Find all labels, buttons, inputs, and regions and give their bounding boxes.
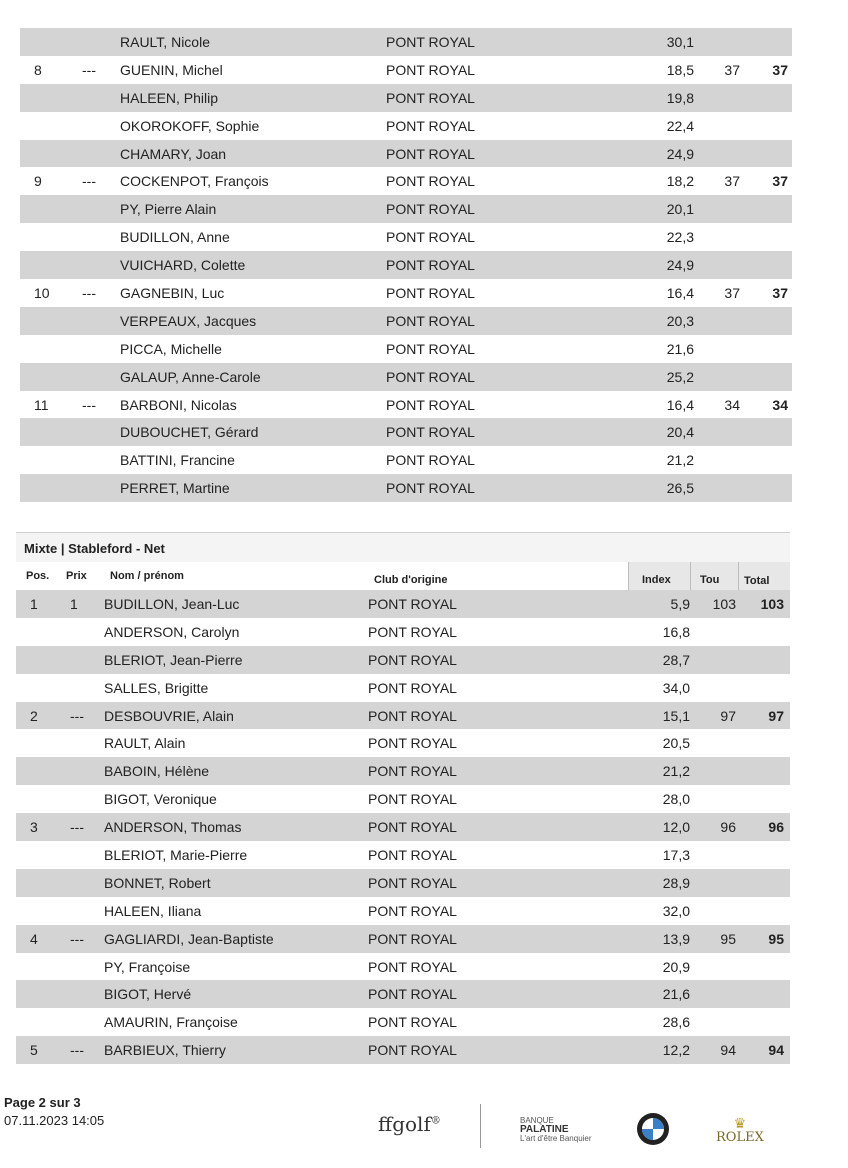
page-info: [4, 1094, 104, 1130]
table-row: [20, 167, 792, 195]
table-row: [16, 813, 790, 841]
cell-prix: ---: [82, 61, 96, 78]
cell-index: 24,9: [666, 145, 694, 162]
cell-name: GALAUP, Anne-Carole: [120, 368, 261, 385]
cell-name: GAGLIARDI, Jean-Baptiste: [104, 930, 274, 947]
cell-tou: 94: [720, 1042, 736, 1059]
cell-pos: 9: [34, 173, 42, 190]
header-tou: Tou: [700, 574, 720, 586]
cell-name: CHAMARY, Joan: [120, 145, 227, 162]
cell-club: PONT ROYAL: [386, 34, 475, 50]
cell-index: 19,8: [666, 89, 694, 106]
cell-index: 13,9: [662, 930, 690, 947]
cell-club: PONT ROYAL: [386, 173, 475, 190]
cell-pos: 10: [34, 285, 50, 302]
cell-total: 95: [768, 930, 784, 947]
cell-club: PONT ROYAL: [368, 958, 457, 975]
cell-index: 20,1: [666, 201, 694, 218]
cell-club: PONT ROYAL: [368, 707, 457, 724]
cell-tou: 95: [720, 930, 736, 947]
cell-index: 28,6: [662, 1014, 690, 1031]
ffgolf-registered-mark: ®: [430, 1115, 441, 1127]
cell-club: PONT ROYAL: [368, 986, 457, 1003]
table-row: [20, 446, 792, 474]
stableford-net-section: [16, 532, 790, 1064]
cell-index: 20,3: [666, 312, 694, 329]
cell-prix: ---: [70, 819, 84, 836]
cell-name: BATTINI, Francine: [120, 452, 235, 469]
cell-total: 37: [772, 285, 788, 302]
table-row: [16, 646, 790, 674]
cell-name: BARBIEUX, Thierry: [104, 1042, 226, 1059]
table-row: [16, 618, 790, 646]
cell-name: VERPEAUX, Jacques: [120, 312, 257, 329]
top-results-table: [20, 28, 792, 502]
cell-club: PONT ROYAL: [386, 229, 475, 246]
cell-index: 18,5: [666, 61, 694, 78]
cell-total: 103: [760, 596, 784, 612]
cell-index: 21,2: [662, 763, 690, 780]
stableford-results-table: [16, 590, 790, 1064]
bmw-roundel-icon: [636, 1112, 670, 1146]
cell-pos: 8: [34, 61, 42, 78]
rolex-text: ROLEX: [716, 1130, 764, 1145]
table-row: [16, 785, 790, 813]
cell-club: PONT ROYAL: [386, 257, 475, 274]
table-row: [16, 757, 790, 785]
cell-prix: 1: [70, 596, 78, 612]
table-row: [20, 418, 792, 446]
cell-name: AMAURIN, Françoise: [104, 1014, 238, 1031]
cell-total: 97: [768, 707, 784, 724]
header-pos: Pos.: [26, 570, 50, 582]
cell-club: PONT ROYAL: [386, 424, 475, 441]
cell-name: HALEEN, Philip: [120, 89, 219, 106]
cell-total: 96: [768, 819, 784, 836]
cell-pos: 2: [30, 707, 38, 724]
cell-prix: ---: [70, 930, 84, 947]
table-row: [16, 1036, 790, 1064]
cell-index: 16,8: [662, 623, 690, 640]
cell-club: PONT ROYAL: [386, 285, 475, 302]
page-number: Page 2 sur 3: [4, 1095, 81, 1110]
cell-club: PONT ROYAL: [386, 396, 475, 413]
cell-name: BARBONI, Nicolas: [120, 396, 237, 413]
cell-club: PONT ROYAL: [368, 902, 457, 919]
cell-index: 16,4: [666, 285, 694, 302]
cell-name: RAULT, Alain: [104, 735, 186, 752]
section-title: Mixte | Stableford - Net: [16, 532, 790, 562]
cell-tou: 37: [724, 285, 740, 302]
cell-club: PONT ROYAL: [368, 763, 457, 780]
print-datetime: 07.11.2023 14:05: [4, 1113, 105, 1128]
table-row: [16, 590, 790, 618]
cell-index: 5,9: [670, 596, 690, 612]
table-row: [20, 140, 792, 168]
cell-total: 34: [772, 396, 788, 413]
cell-pos: 4: [30, 930, 38, 947]
cell-prix: ---: [70, 707, 84, 724]
cell-index: 20,9: [662, 958, 690, 975]
table-row: [20, 391, 792, 419]
table-row: [16, 729, 790, 757]
cell-prix: ---: [70, 1042, 84, 1059]
cell-club: PONT ROYAL: [386, 312, 475, 329]
table-row: [16, 925, 790, 953]
cell-name: RAULT, Nicole: [120, 34, 210, 50]
cell-index: 32,0: [662, 902, 690, 919]
cell-name: HALEEN, Iliana: [104, 902, 202, 919]
cell-club: PONT ROYAL: [368, 791, 457, 808]
cell-index: 22,3: [666, 229, 694, 246]
cell-club: PONT ROYAL: [368, 651, 457, 668]
cell-club: PONT ROYAL: [368, 847, 457, 864]
cell-index: 28,9: [662, 874, 690, 891]
cell-name: DUBOUCHET, Gérard: [120, 424, 259, 441]
cell-name: VUICHARD, Colette: [120, 257, 246, 274]
cell-index: 21,2: [666, 452, 694, 469]
table-row: [20, 56, 792, 84]
cell-club: PONT ROYAL: [386, 117, 475, 134]
cell-index: 15,1: [662, 707, 690, 724]
cell-name: ANDERSON, Thomas: [104, 819, 242, 836]
cell-club: PONT ROYAL: [386, 452, 475, 469]
cell-club: PONT ROYAL: [368, 1014, 457, 1031]
cell-name: BLERIOT, Marie-Pierre: [104, 847, 248, 864]
cell-club: PONT ROYAL: [386, 480, 475, 497]
cell-club: PONT ROYAL: [368, 596, 457, 612]
cell-club: PONT ROYAL: [368, 819, 457, 836]
cell-name: ANDERSON, Carolyn: [104, 623, 240, 640]
table-row: [16, 1008, 790, 1036]
cell-index: 34,0: [662, 679, 690, 696]
cell-pos: 11: [34, 396, 49, 413]
cell-index: 18,2: [666, 173, 694, 190]
cell-club: PONT ROYAL: [368, 1042, 457, 1059]
table-row: [20, 335, 792, 363]
header-name: Nom / prénom: [110, 570, 184, 582]
cell-pos: 5: [30, 1042, 38, 1059]
cell-club: PONT ROYAL: [386, 201, 475, 218]
cell-club: PONT ROYAL: [368, 735, 457, 752]
cell-name: PY, Pierre Alain: [120, 201, 217, 218]
cell-index: 12,0: [662, 819, 690, 836]
cell-club: PONT ROYAL: [368, 623, 457, 640]
cell-prix: ---: [82, 173, 96, 190]
cell-name: DESBOUVRIE, Alain: [104, 707, 234, 724]
crown-icon: ♛: [733, 1116, 747, 1132]
cell-name: BUDILLON, Jean-Luc: [104, 596, 240, 612]
cell-name: PICCA, Michelle: [120, 340, 222, 357]
cell-index: 28,7: [662, 651, 690, 668]
cell-name: BIGOT, Hervé: [104, 986, 192, 1003]
cell-name: PY, Françoise: [104, 958, 191, 975]
cell-index: 20,4: [666, 424, 694, 441]
banque-line1: BANQUE: [520, 1116, 554, 1125]
cell-index: 16,4: [666, 396, 694, 413]
header-club: Club d'origine: [374, 574, 448, 586]
cell-name: COCKENPOT, François: [120, 173, 269, 190]
cell-index: 26,5: [666, 480, 694, 497]
cell-prix: ---: [82, 396, 96, 413]
cell-club: PONT ROYAL: [386, 61, 475, 78]
cell-club: PONT ROYAL: [386, 145, 475, 162]
table-header: [16, 562, 790, 590]
header-total: Total: [744, 575, 770, 587]
cell-prix: ---: [82, 285, 96, 302]
header-index: Index: [642, 574, 671, 586]
cell-name: BUDILLON, Anne: [120, 229, 230, 246]
cell-club: PONT ROYAL: [368, 930, 457, 947]
cell-index: 30,1: [666, 34, 694, 50]
table-row: [16, 841, 790, 869]
cell-pos: 1: [30, 596, 38, 612]
cell-name: PERRET, Martine: [120, 480, 230, 497]
cell-index: 24,9: [666, 257, 694, 274]
table-row: [16, 897, 790, 925]
cell-index: 21,6: [662, 986, 690, 1003]
table-row: [20, 223, 792, 251]
cell-tou: 37: [724, 173, 740, 190]
cell-tou: 37: [724, 61, 740, 78]
cell-total: 94: [768, 1042, 784, 1059]
banque-line2: PALATINE: [520, 1124, 569, 1135]
banque-palatine-logo: [520, 1116, 592, 1143]
cell-club: PONT ROYAL: [386, 89, 475, 106]
cell-name: GAGNEBIN, Luc: [120, 285, 225, 302]
cell-tou: 34: [724, 396, 740, 413]
cell-tou: 96: [720, 819, 736, 836]
cell-pos: 3: [30, 819, 38, 836]
cell-tou: 103: [712, 596, 736, 612]
cell-club: PONT ROYAL: [368, 874, 457, 891]
table-row: [20, 251, 792, 279]
table-row: [20, 28, 792, 56]
table-row: [20, 474, 792, 502]
cell-name: BLERIOT, Jean-Pierre: [104, 651, 243, 668]
cell-name: GUENIN, Michel: [120, 61, 223, 78]
cell-name: BABOIN, Hélène: [104, 763, 210, 780]
table-row: [20, 195, 792, 223]
cell-index: 22,4: [666, 117, 694, 134]
footer-divider: [480, 1104, 481, 1148]
ffgolf-logo: [378, 1112, 441, 1136]
cell-index: 17,3: [662, 847, 690, 864]
cell-tou: 97: [720, 707, 736, 724]
table-row: [20, 363, 792, 391]
cell-club: PONT ROYAL: [386, 368, 475, 385]
table-row: [16, 980, 790, 1008]
cell-name: BIGOT, Veronique: [104, 791, 217, 808]
cell-total: 37: [772, 173, 788, 190]
cell-name: BONNET, Robert: [104, 874, 211, 891]
table-row: [20, 84, 792, 112]
table-row: [20, 112, 792, 140]
table-row: [16, 674, 790, 702]
cell-name: OKOROKOFF, Sophie: [120, 117, 260, 134]
header-prix: Prix: [66, 570, 87, 582]
table-row: [16, 953, 790, 981]
banque-tagline: L'art d'être Banquier: [520, 1134, 592, 1143]
cell-index: 25,2: [666, 368, 694, 385]
ffgolf-logo-text: ffgolf: [378, 1112, 431, 1136]
cell-index: 12,2: [662, 1042, 690, 1059]
cell-index: 28,0: [662, 791, 690, 808]
cell-name: SALLES, Brigitte: [104, 679, 209, 696]
table-row: [16, 869, 790, 897]
cell-index: 20,5: [662, 735, 690, 752]
cell-club: PONT ROYAL: [368, 679, 457, 696]
cell-index: 21,6: [666, 340, 694, 357]
table-row: [16, 702, 790, 730]
table-row: [20, 307, 792, 335]
cell-club: PONT ROYAL: [386, 340, 475, 357]
rolex-logo: [716, 1118, 764, 1145]
cell-total: 37: [772, 61, 788, 78]
table-row: [20, 279, 792, 307]
